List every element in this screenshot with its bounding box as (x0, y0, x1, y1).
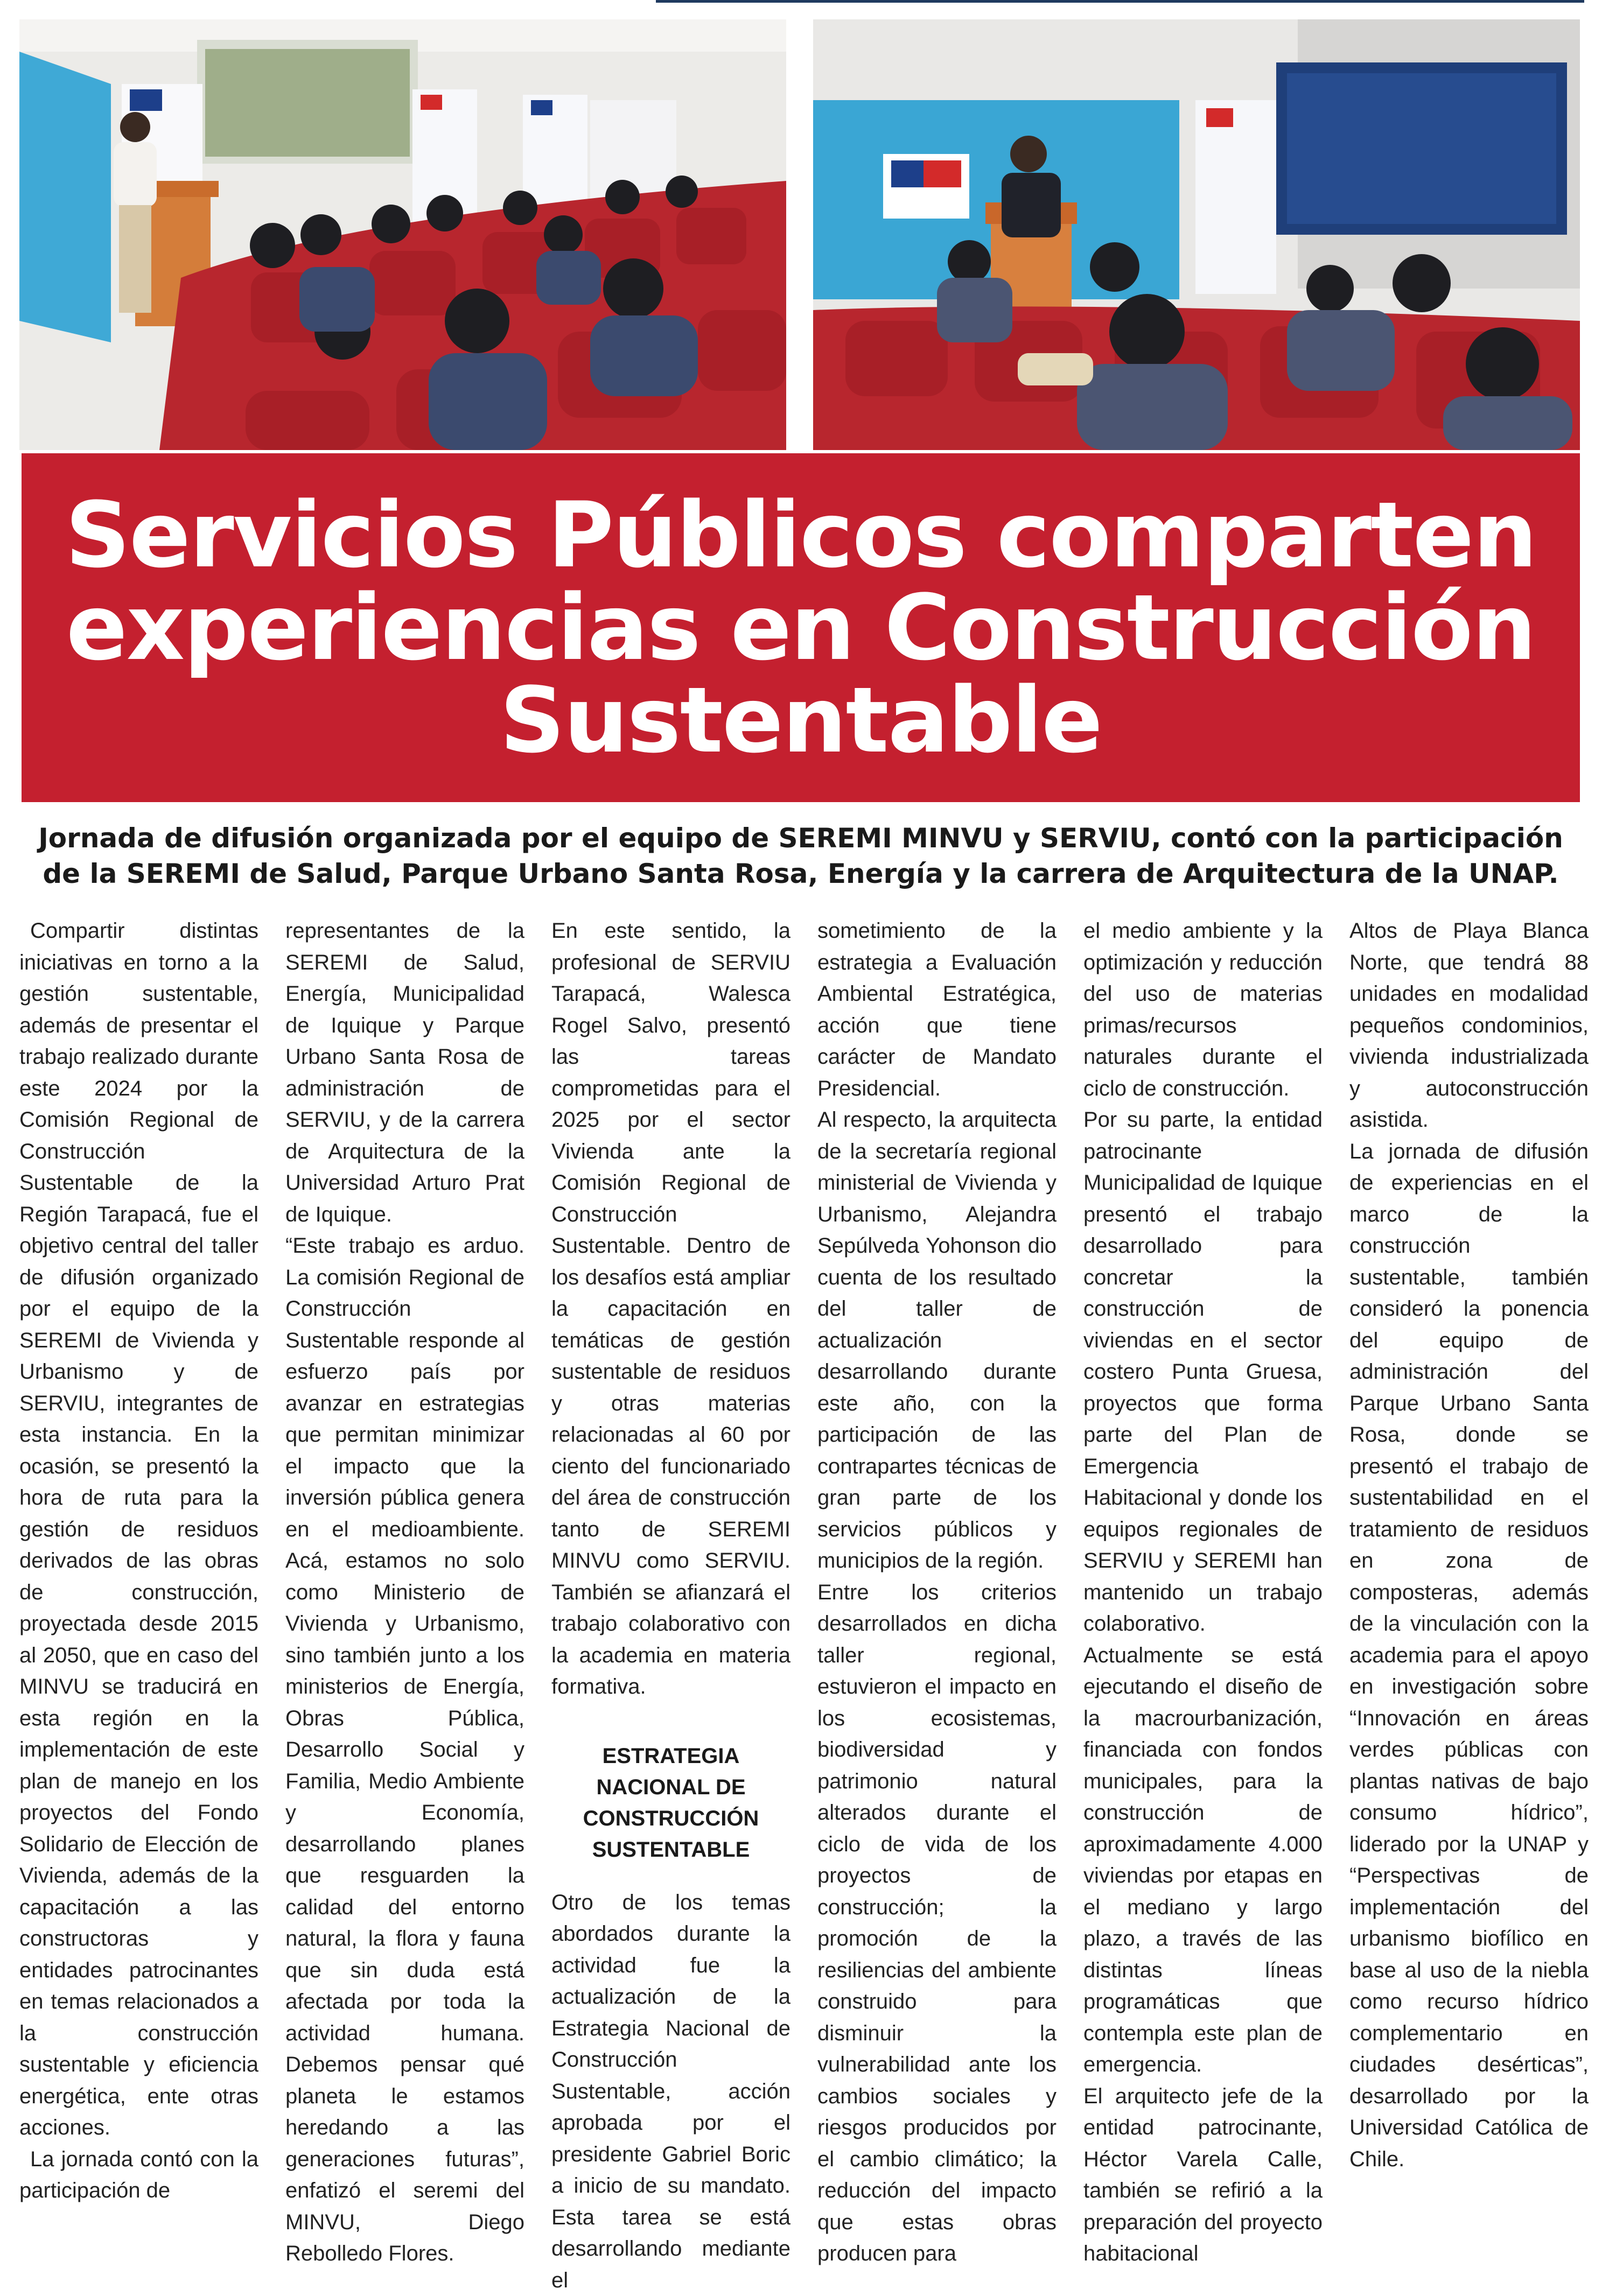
body-column-1 (19, 915, 258, 2013)
body-paragraph: Al respecto, la arquitecta de la secretaría regional ministerial de Vivienda y Urbanismo, Alejandra Sepúlveda Yohonson dio cuenta de los resultado del taller de actualización desarrollando durante este año, con la participación de las contrapartes técnicas de gran parte de los servicios públicos y municipios de la región. (817, 1104, 1057, 1577)
body-paragraph: sometimiento de la estrategia a Evaluación Ambiental Estratégica, acción que tiene carácter de Mandato Presidencial. (817, 915, 1057, 1104)
section-heading: ESTRATEGIA NACIONAL DE CONSTRUCCIÓN SUSTENTABLE (551, 1740, 790, 1865)
body-column-2 (285, 915, 524, 2013)
photo-illustration-left (19, 19, 786, 450)
body-paragraph: El arquitecto jefe de la entidad patrocinante, Héctor Varela Calle, también se refirió a la preparación del proyecto habitacional (1083, 2081, 1323, 2270)
body-column-6 (1349, 915, 1589, 2013)
body-paragraph: Por su parte, la entidad patrocinante Municipalidad de Iquique presentó el trabajo desarrollado para concretar la construcción de viviendas en el sector costero Punta Gruesa, proyectos que forma parte del Plan de Emergencia Habitacional y donde los equipos regionales de SERVIU y SEREMI han mantenido un trabajo colaborativo. Actualmente se está ejecutando el diseño de la macrourbanización, financiada con fondos municipales, para la construcción de aproximadamente 4.000 viviendas por etapas en el mediano y largo plazo, a través de las distintas líneas programáticas que contempla este plan de emergencia. (1083, 1104, 1323, 2081)
photo-workshop-presenter (19, 19, 786, 450)
body-paragraph: el medio ambiente y la optimización y reducción del uso de materias primas/recursos naturales durante el ciclo de construcción. (1083, 915, 1323, 1104)
body-paragraph: En este sentido, la profesional de SERVIU Tarapacá, Walesca Rogel Salvo, presentó las tareas comprometidas para el 2025 por el sector Vivienda ante la Comisión Regional de Construcción Sustentable. Dentro de los desafíos está ampliar la capacitación en temáticas de gestión sustentable de residuos y otras materias relacionadas al 60 por ciento del funcionariado del área de construcción tanto de SEREMI MINVU como SERVIU. También se afianzará el trabajo colaborativo con la academia en materia formativa. (551, 915, 790, 1703)
photo-speaker-lectern (813, 19, 1580, 450)
article-subheadline: Jornada de difusión organizada por el equipo de SEREMI MINVU y SERVIU, contó con la participación de la SEREMI de Salud, Parque Urbano Santa Rosa, Energía y la carrera de Arquitectura de la UNAP. (22, 820, 1580, 891)
body-paragraph: Entre los criterios desarrollados en dicha taller regional, estuvieron el impacto en los ecosistemas, biodiversidad y patrimonio natural alterados durante el ciclo de vida de los proyectos de construcción; la promoción de la resiliencias del ambiente construido para disminuir la vulnerabilidad ante los cambios sociales y riesgos producidos por el cambio climático; la reducción del impacto que estas obras producen para (817, 1577, 1057, 2270)
body-column-5 (1083, 915, 1323, 2013)
body-paragraph: “Este trabajo es arduo. La comisión Regional de Construcción Sustentable responde al esfuerzo país por avanzar en estrategias que permitan minimizar el impacto que la inversión pública genera en el medioambiente. Acá, estamos no solo como Ministerio de Vivienda y Urbanismo, sino también junto a los ministerios de Energía, Obras Pública, Desarrollo Social y Familia, Medio Ambiente y Economía, desarrollando planes que resguarden la calidad del entorno natural, la flora y fauna que sin duda está afectada por toda la actividad humana. Debemos pensar qué planeta le estamos heredando a las generaciones futuras”, enfatizó el seremi del MINVU, Diego Rebolledo Flores. (285, 1230, 524, 2270)
headline-banner (22, 453, 1580, 802)
article-headline: Servicios Públicos comparten experiencias en Construcción Sustentable (47, 489, 1555, 767)
body-paragraph: Compartir distintas iniciativas en torno a la gestión sustentable, además de presentar el trabajo realizado durante este 2024 por la Comisión Regional de Construcción Sustentable de la Región Tarapacá, fue el objetivo central del taller de difusión organizado por el equipo de la SEREMI de Vivienda y Urbanismo y de SERVIU, integrantes de esta instancia. En la ocasión, se presentó la hora de ruta para la gestión de residuos derivados de las obras de construcción, proyectada desde 2015 al 2050, que en caso del MINVU se traducirá en esta región en la implementación de este plan de manejo en los proyectos del Fondo Solidario de Elección de Vivienda, además de la capacitación a las constructoras y entidades patrocinantes en temas relacionados a la construcción sustentable y eficiencia energética, ente otras acciones. (19, 915, 258, 2144)
article-body (19, 915, 1586, 2013)
body-paragraph: Altos de Playa Blanca Norte, que tendrá 88 unidades en modalidad pequeños condominios, vivienda industrializada y autoconstrucción asistida. (1349, 915, 1589, 1136)
body-paragraph: La jornada de difusión de experiencias en el marco de la construcción sustentable, también consideró la ponencia del equipo de administración del Parque Urbano Santa Rosa, donde se presentó el trabajo de sustentabilidad en el tratamiento de residuos en zona de composteras, además de la vinculación con la academia para el apoyo en investigación sobre “Innovación en áreas verdes públicas con plantas nativas de bajo consumo hídrico”, liderado por la UNAP y “Perspectivas de implementación del urbanismo biofílico en base al uso de la niebla como recurso hídrico complementario en ciudades desérticas”, desarrollado por la Universidad Católica de Chile. (1349, 1136, 1589, 2175)
body-paragraph: representantes de la SEREMI de Salud, Energía, Municipalidad de Iquique y Parque Urbano Santa Rosa de administración de SERVIU, y de la carrera de Arquitectura de la Universidad Arturo Prat de Iquique. (285, 915, 524, 1230)
body-column-3 (551, 915, 790, 2013)
body-paragraph: Otro de los temas abordados durante la actividad fue la actualización de la Estrategia Nacional de Construcción Sustentable, acción aprobada por el presidente Gabriel Boric a inicio de su mandato. Esta tarea se está desarrollando mediante el (551, 1887, 790, 2296)
photo-illustration-right (813, 19, 1580, 450)
top-rule (656, 0, 1584, 3)
body-column-4 (817, 915, 1057, 2013)
body-paragraph: La jornada contó con la participación de (19, 2144, 258, 2207)
